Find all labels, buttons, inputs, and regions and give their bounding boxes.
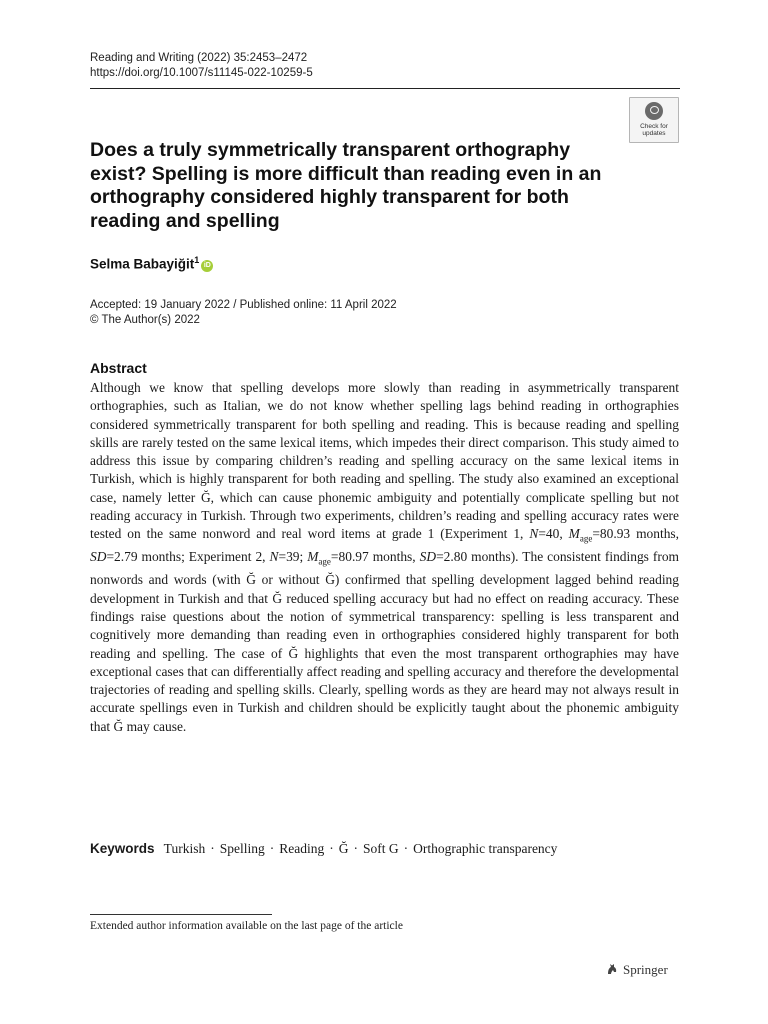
keyword-separator: · bbox=[353, 841, 358, 856]
keyword-separator: · bbox=[403, 841, 409, 856]
publication-dates bbox=[90, 298, 397, 327]
author-line bbox=[90, 255, 213, 272]
keyword: Soft G bbox=[362, 841, 399, 856]
footnote: Extended author information available on the last page of the article bbox=[90, 920, 403, 932]
check-updates-label: Check for updates bbox=[640, 123, 668, 137]
keywords-label: Keywords bbox=[90, 841, 155, 856]
keyword: Reading bbox=[279, 841, 325, 856]
copyright-line: © The Author(s) 2022 bbox=[90, 313, 200, 326]
affiliation-mark: 1 bbox=[194, 255, 200, 265]
keyword: Orthographic transparency bbox=[413, 841, 558, 856]
header-divider bbox=[90, 88, 680, 89]
keyword: Turkish bbox=[163, 841, 206, 856]
keyword: Ğ bbox=[338, 841, 349, 856]
author-name[interactable]: Selma Babayiğit bbox=[90, 256, 195, 272]
article-title: Does a truly symmetrically transparent orthography exist? Spelling is more difficult than reading even in an orthography considered highly transparent for both reading and spelling bbox=[90, 139, 602, 232]
publisher-logo bbox=[605, 962, 668, 978]
abstract-body: Although we know that spelling develops more slowly than reading in asymmetrically transparent orthographies, such as Italian, we do not know whether spelling lags behind reading in orthographies considered symmetrically transparent for both spelling and reading. This is because reading and spelling skills are rarely tested on the same lexical items, which impedes their direct comparison. This study aimed to address this issue by comparing children’s reading and spelling accuracy on the same lexical items in Turkish, which is highly transparent for both reading and spelling. The study also examined an exceptional case, namely letter Ğ, which can cause phonemic ambiguity and potentially complicate spelling but not reading accuracy in Turkish. Through two experiments, children’s reading and spelling accuracy rates were tested on the same nonword and real word items at grade 1 (Experiment 1, N=40, $M_{age}=80.93$ months, SD=2.79 months; Experiment 2, N=39; $M_{age}=80.97$ months, SD=2.80 months). The consistent findings from nonwords and words (with Ğ or without Ğ) confirmed that spelling development lagged behind reading development in Turkish and that Ğ reduced spelling accuracy but had no effect on reading accuracy. These findings raise questions about the notion of symmetrical transparency: spelling is less transparent and cognitively more demanding than reading even in orthographies considered highly transparent for both reading and spelling. The case of Ğ highlights that even the most transparent orthographies may have exceptional cases that can differentially affect reading and spelling accuracy and therefore the developmental trajectories of reading and spelling skills. Clearly, spelling words as they are heard may not always result in accurate spellings even in Turkish and children should be explicitly taught about the phonemic ambiguity that Ğ may cause. bbox=[90, 380, 680, 734]
springer-horse-icon bbox=[605, 962, 619, 976]
accepted-published-line: Accepted: 19 January 2022 / Published online: 11 April 2022 bbox=[90, 299, 397, 311]
abstract-heading: Abstract bbox=[90, 360, 147, 376]
keywords-line bbox=[90, 840, 690, 858]
keyword-separator: · bbox=[210, 841, 215, 856]
journal-citation: Reading and Writing (2022) 35:2453–2472 bbox=[90, 52, 308, 64]
footnote-divider bbox=[90, 914, 272, 915]
orcid-icon[interactable]: iD bbox=[201, 260, 213, 272]
check-for-updates-button[interactable] bbox=[629, 97, 679, 143]
publisher-name: Springer bbox=[623, 962, 668, 977]
check-updates-icon bbox=[645, 102, 663, 120]
doi-link[interactable]: https://doi.org/10.1007/s11145-022-10259-5 bbox=[90, 67, 313, 79]
keyword: Spelling bbox=[219, 841, 265, 856]
keyword-separator: · bbox=[269, 841, 275, 856]
keyword-separator: · bbox=[329, 841, 334, 856]
journal-header bbox=[90, 51, 313, 81]
